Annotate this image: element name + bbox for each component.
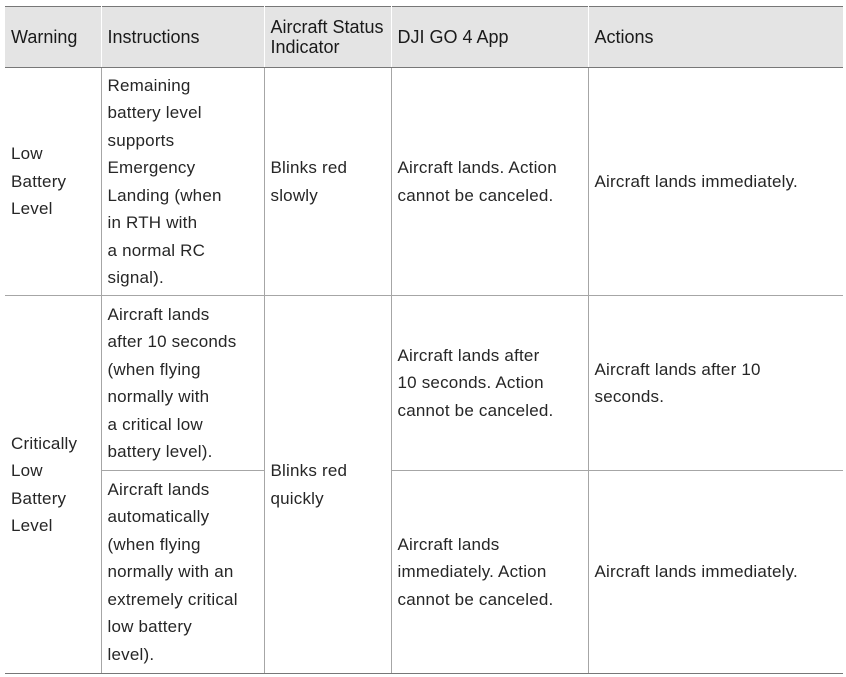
cell-app: [391, 68, 588, 296]
cell-line: normally with an: [107, 562, 234, 582]
cell-instructions: [101, 296, 264, 471]
cell-line: Emergency: [107, 158, 196, 177]
cell-line: Aircraft lands. Action: [397, 158, 557, 177]
cell-line: Low: [11, 144, 43, 164]
cell-line: extremely critical: [107, 589, 238, 609]
cell-line: a normal RC: [107, 240, 206, 260]
cell-line: (when flying: [107, 359, 201, 379]
header-warning: Warning: [5, 7, 101, 68]
cell-app: [391, 471, 588, 674]
header-actions: Actions: [588, 7, 843, 68]
cell-line: battery level: [107, 103, 202, 122]
cell-line: Critically: [11, 433, 78, 453]
table-row: [5, 471, 843, 674]
cell-line: a critical low: [107, 414, 203, 434]
cell-instructions: [101, 68, 264, 296]
header-status-line: Aircraft Status: [270, 17, 384, 37]
cell-line: Level: [11, 516, 53, 535]
cell-line: normally with: [107, 387, 210, 406]
cell-line: 10 seconds. Action: [397, 373, 544, 393]
cell-line: signal).: [107, 268, 164, 287]
cell-line: Aircraft lands: [107, 479, 210, 499]
header-instructions: Instructions: [101, 7, 264, 68]
cell-line: Aircraft lands immediately.: [594, 562, 798, 582]
table-row: [5, 68, 843, 296]
cell-line: level).: [107, 644, 155, 664]
cell-status-indicator: [264, 68, 391, 296]
cell-actions: [588, 471, 843, 674]
cell-line: low battery: [107, 617, 192, 637]
header-row: [5, 7, 843, 68]
cell-line: cannot be canceled.: [397, 185, 554, 205]
cell-line: quickly: [270, 488, 324, 508]
battery-warning-table: [5, 6, 843, 674]
cell-line: Aircraft lands after: [397, 345, 540, 365]
cell-line: after 10 seconds: [107, 332, 237, 351]
cell-warning: [5, 68, 101, 296]
cell-line: Aircraft lands: [107, 304, 210, 324]
cell-line: Blinks red: [270, 461, 348, 480]
header-status-indicator: [264, 7, 391, 68]
cell-line: (when flying: [107, 534, 201, 554]
cell-app: [391, 296, 588, 471]
cell-line: slowly: [270, 185, 318, 205]
cell-line: Aircraft lands: [397, 534, 500, 554]
cell-line: automatically: [107, 507, 210, 527]
cell-line: Low: [11, 461, 43, 480]
cell-line: seconds.: [594, 387, 665, 406]
header-status-line: Indicator: [270, 37, 340, 57]
header-app: DJI GO 4 App: [391, 7, 588, 68]
cell-line: Landing (when: [107, 185, 222, 205]
cell-line: in RTH with: [107, 213, 198, 232]
table-row: [5, 296, 843, 471]
cell-line: battery level).: [107, 442, 213, 461]
cell-line: cannot be canceled.: [397, 589, 554, 609]
cell-status-indicator: [264, 296, 391, 674]
cell-line: immediately. Action: [397, 562, 547, 582]
cell-line: cannot be canceled.: [397, 400, 554, 420]
cell-line: Remaining: [107, 75, 191, 95]
cell-line: Aircraft lands immediately.: [594, 171, 798, 191]
cell-actions: [588, 68, 843, 296]
cell-line: Blinks red: [270, 158, 348, 177]
cell-actions: [588, 296, 843, 471]
cell-instructions: [101, 471, 264, 674]
cell-line: Battery: [11, 171, 67, 191]
cell-warning: [5, 296, 101, 674]
cell-line: supports: [107, 130, 175, 150]
cell-line: Level: [11, 199, 53, 219]
cell-line: Battery: [11, 488, 67, 508]
cell-line: Aircraft lands after 10: [594, 359, 761, 379]
